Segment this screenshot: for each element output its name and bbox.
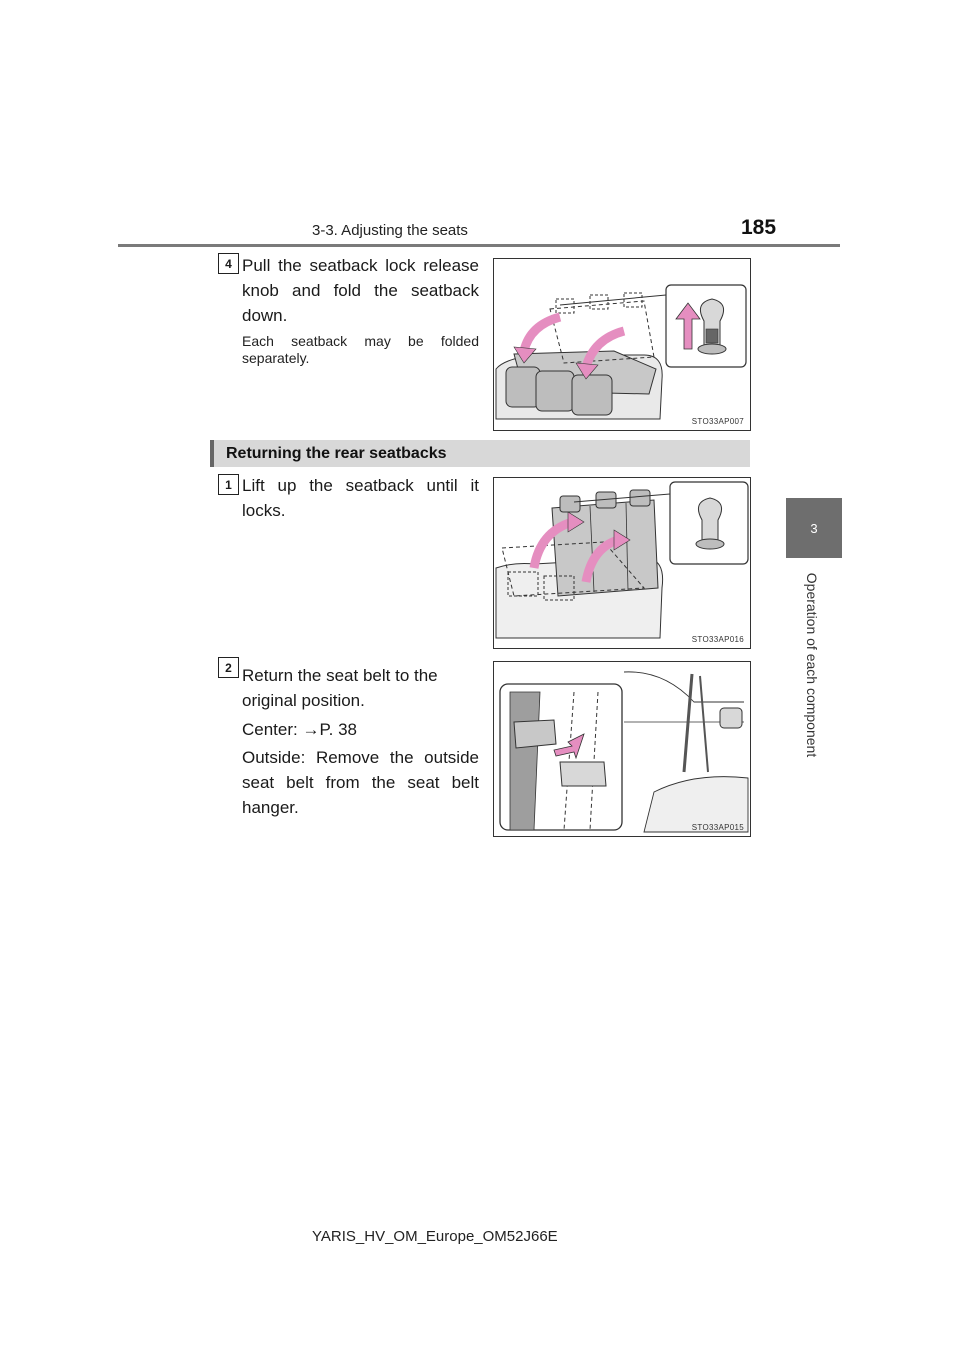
figure-code: STO33AP007: [691, 417, 744, 426]
section-title: 3-3. Adjusting the seats: [312, 222, 468, 239]
figure-lift-seatback: [493, 477, 751, 649]
step-4-instruction: Pull the seatback lock release knob and fold the seatback down.: [242, 256, 479, 325]
step-number-4: 4: [218, 253, 239, 274]
chapter-tab: 3: [786, 498, 842, 558]
step-number-2: 2: [218, 657, 239, 678]
header-divider: [118, 244, 840, 247]
section-heading-bar: [210, 440, 750, 467]
figure-seat-belt: [493, 661, 751, 837]
figure-code: STO33AP015: [691, 823, 744, 832]
section-heading: Returning the rear seatbacks: [226, 444, 447, 462]
step-number-1: 1: [218, 474, 239, 495]
chapter-title-vertical: [796, 560, 828, 770]
figure-code: STO33AP016: [691, 635, 744, 644]
illustration-seat-belt: [494, 662, 750, 836]
step-2-outside-detail: Outside: Remove the outside seat belt from the seat belt hanger.: [242, 748, 479, 817]
step-2-center-detail: Center: →P. 38: [242, 720, 357, 739]
step-1-instruction: Lift up the seatback until it locks.: [242, 476, 479, 520]
figure-fold-seatback: [493, 258, 751, 431]
chapter-title-label: Operation of each component: [804, 572, 820, 758]
illustration-lift-seatback: [494, 478, 750, 648]
page-number: 185: [741, 216, 777, 239]
document-id: YARIS_HV_OM_Europe_OM52J66E: [312, 1228, 558, 1245]
illustration-fold-seatback: [494, 259, 750, 430]
step-4-note: Each seatback may be folded separately.: [242, 333, 479, 366]
step-2-instruction: Return the seat belt to the original position.: [242, 666, 438, 710]
